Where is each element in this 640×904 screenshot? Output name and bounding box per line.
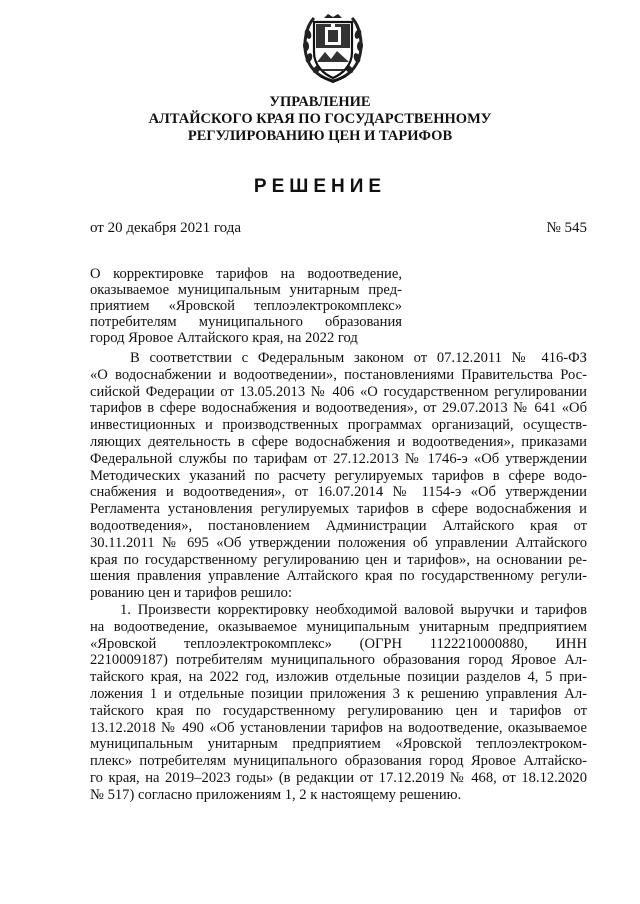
body-line: на водоотведение, оказываемое муниципальным унитарным предприятием [90,618,587,635]
body-line: снабжения и водоотведения», от 16.07.2014 № 1154-э «Об утверждении [90,484,587,501]
document-number: № 545 [546,220,587,236]
body-line: ложения 1 и отдельные позиции приложения 3 к решению управления Ал- [90,685,587,702]
body-line: 30.11.2011 № 695 «Об утверждении положения об управлении Алтайского [90,534,587,551]
document-date: от 20 декабря 2021 года [90,220,242,236]
clause-1-paragraph [90,602,587,804]
body-line: водоотведения», постановлением Администрации Алтайского края от [90,517,587,534]
issuing-authority [0,94,640,145]
document-subject [90,266,402,346]
org-line: АЛТАЙСКОГО КРАЯ ПО ГОСУДАРСТВЕННОМУ [148,111,492,127]
body-line: сийской Федерации от 13.05.2013 № 406 «О государственном регулировании [90,383,587,400]
body-line: 2210009187) потребителям муниципального образования город Яровое Ал- [90,652,587,669]
body-line: «О водоснабжении и водоотведении», постановлениями Правительства Рос- [90,366,587,383]
body-line: 1. Произвести корректировку необходимой валовой выручки и тарифов [120,601,587,618]
subject-line: оказываемое муниципальным унитарным пред- [90,282,402,298]
subject-line: приятием «Яровской теплоэлектрокомплекс» [90,298,402,314]
body-line: рованию цен и тарифов решило: [90,585,293,602]
body-line: тарифов в сфере водоснабжения и водоотведения», от 29.07.2013 № 641 «Об [90,400,587,417]
body-line: тайского края по государственному регулированию цен и тарифов от [90,702,587,719]
org-line: РЕГУЛИРОВАНИЮ ЦЕН И ТАРИФОВ [187,128,453,144]
altai-krai-coat-of-arms-icon [300,12,366,84]
org-line: УПРАВЛЕНИЕ [269,94,371,110]
body-line: Регламента установления регулируемых тарифов в сфере водоснабжения и [90,501,587,518]
preamble-paragraph [90,350,587,602]
body-line: плекс» потребителям муниципального образования город Яровое Алтайско- [90,753,587,770]
body-line: тайского края, на 2022 год, изложив отдельные позиции разделов 4, 5 при- [90,669,587,686]
body-line: шения правления управление Алтайского края по государственному регули- [90,568,587,585]
body-line: В соответствии с Федеральным законом от 07.12.2011 № 416-ФЗ [130,350,587,366]
body-line: края по государственному регулированию цен и тарифов», на основании ре- [90,551,587,568]
body-line: Методических указаний по расчету регулируемых тарифов в сфере водо- [90,467,587,484]
body-line: ляющих деятельность в сфере водоснабжения и водоотведения», приказами [90,433,587,450]
body-line: муниципальным унитарным предприятием «Яровской теплоэлектроком- [90,736,587,753]
subject-line: О корректировке тарифов на водоотведение, [90,266,402,282]
body-line: Федеральной службы по тарифам от 27.12.2013 № 1746-э «Об утверждении [90,450,587,467]
body-line: го края, на 2019–2023 годы» (в редакции от 17.12.2019 № 468, от 18.12.2020 [90,769,587,786]
body-line: 13.12.2018 № 490 «Об установлении тарифов на водоотведение, оказываемое [90,719,587,736]
body-line: № 517) согласно приложениям 1, 2 к настоящему решению. [90,786,462,803]
body-line: «Яровской теплоэлектрокомплекс» (ОГРН 1122210000880, ИНН [90,635,587,652]
subject-line: город Яровое Алтайского края, на 2022 год [90,330,358,346]
subject-line: потребителям муниципального образования [90,314,402,330]
body-line: инвестиционных и производственных программах организаций, осуществ- [90,417,587,434]
document-type-title: РЕШЕНИЕ [253,176,387,197]
document-body [90,350,587,804]
